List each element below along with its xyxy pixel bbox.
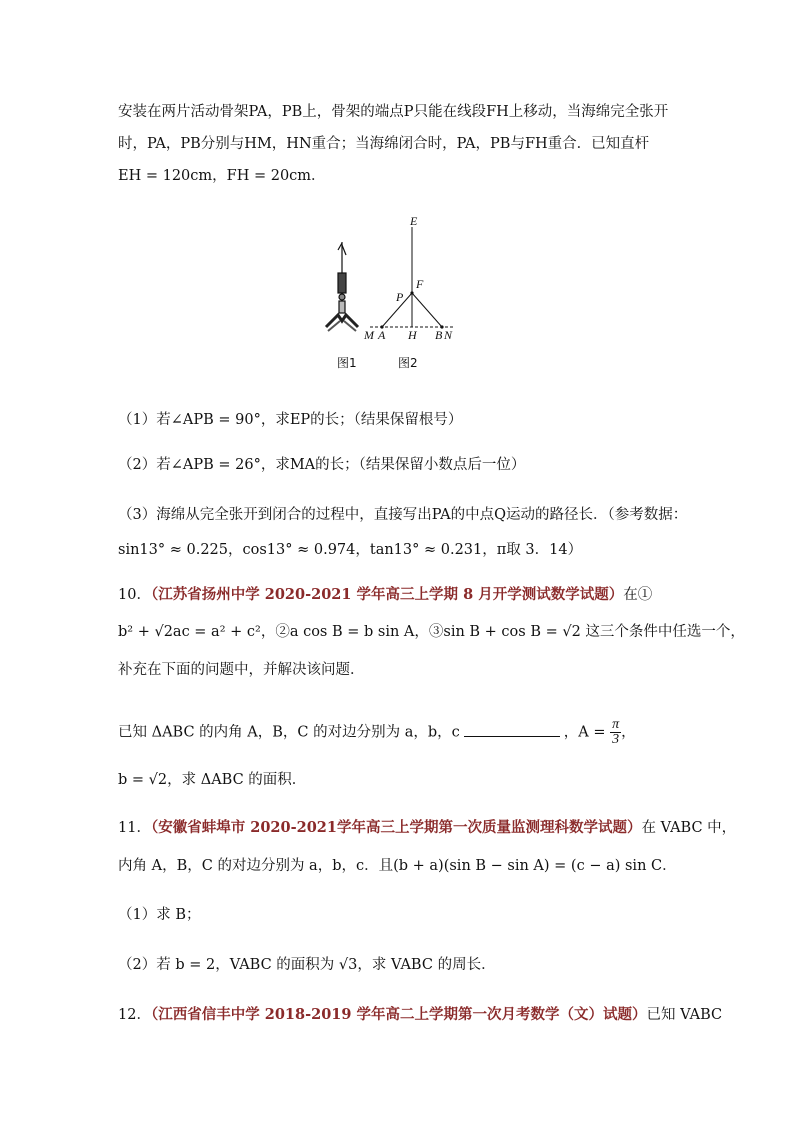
fraction-pi-over-3 (610, 718, 621, 747)
q10-instruction: 补充在下面的问题中，并解决该问题． (118, 662, 365, 678)
q10-problem-line-1 (118, 718, 678, 747)
q10-problem-text: 已知 ΔABC 的内角 A，B，C 的对边分别为 a，b，c (118, 724, 460, 741)
q10-problem-line-2: b = √2，求 ΔABC 的面积． (118, 772, 307, 788)
q9-part-3-line-1: （3）海绵从完全张开到闭合的过程中，直接写出PA的中点Q运动的路径长．（参考数据： (118, 507, 688, 523)
label-E: E (410, 215, 418, 228)
intro-line-3: EH = 120cm，FH = 20cm． (118, 168, 326, 184)
q10-conditions: b² + √2ac = a² + c²，②a cos B = b sin A，③sin B + cos B = √2 这三个条件中任选一个， (118, 624, 745, 640)
q9-part-1: （1）若∠APB = 90°，求EP的长；（结果保留根号） (118, 412, 463, 428)
q10-comma: ， (621, 724, 636, 741)
q11-number: 11． (118, 820, 151, 836)
q10-source: （江苏省扬州中学 2020-2021 学年高三上学期 8 月开学测试数学试题） (150, 586, 624, 603)
q10-number: 10． (118, 587, 151, 603)
q12-source: （江西省信丰中学 2018-2019 学年高二上学期第一次月考数学（文）试题） (150, 1006, 647, 1023)
intro-line-2: 时，PA，PB分别与HM，HN重合；当海绵闭合时，PA，PB与FH重合．已知直杆 (118, 136, 650, 152)
q11-header (118, 818, 737, 838)
label-N: N (444, 328, 453, 342)
q11-header-tail: 在 VABC 中， (641, 820, 737, 836)
caption-figure-2: 图2 (398, 356, 418, 370)
q11-statement: 内角 A，B，C 的对边分别为 a，b，c．且(b + a)(sin B − sin A) = (c − a) sin C． (118, 858, 677, 874)
q11-source: （安徽省蚌埠市 2020-2021学年高三上学期第一次质量监测理科数学试题） (150, 819, 642, 836)
q12-header (118, 1005, 723, 1025)
label-F: F (416, 277, 424, 291)
caption-figure-1: 图1 (337, 356, 357, 370)
fraction-numerator: π (612, 717, 620, 732)
label-B: B (435, 328, 443, 342)
q10-header-tail: 在① (623, 587, 653, 603)
q12-header-tail: 已知 VABC (646, 1007, 723, 1023)
q10-header (118, 585, 678, 605)
label-A: A (378, 328, 386, 342)
q9-part-3-line-2: sin13° ≈ 0.225，cos13° ≈ 0.974，tan13° ≈ 0.231，π取 3．14） (118, 542, 583, 558)
geometry-figure (320, 215, 470, 375)
point-P (410, 291, 413, 294)
label-M: M (364, 328, 374, 342)
answer-blank[interactable] (464, 722, 560, 737)
mop-sketch (326, 242, 358, 331)
figure2-lines (370, 227, 454, 327)
q10-angle-A: ，A = (563, 724, 606, 741)
label-P: P (396, 290, 404, 304)
q9-part-2: （2）若∠APB = 26°，求MA的长；（结果保留小数点后一位） (118, 457, 526, 473)
q11-part-2: （2）若 b = 2，VABC 的面积为 √3，求 VABC 的周长． (118, 957, 496, 973)
q11-part-1: （1）求 B； (118, 907, 201, 923)
intro-line-1: 安装在两片活动骨架PA，PB上，骨架的端点P只能在线段FH上移动，当海绵完全张开 (118, 104, 669, 120)
fraction-denominator: 3 (612, 732, 620, 747)
label-H: H (408, 328, 417, 342)
q12-number: 12． (118, 1007, 151, 1023)
